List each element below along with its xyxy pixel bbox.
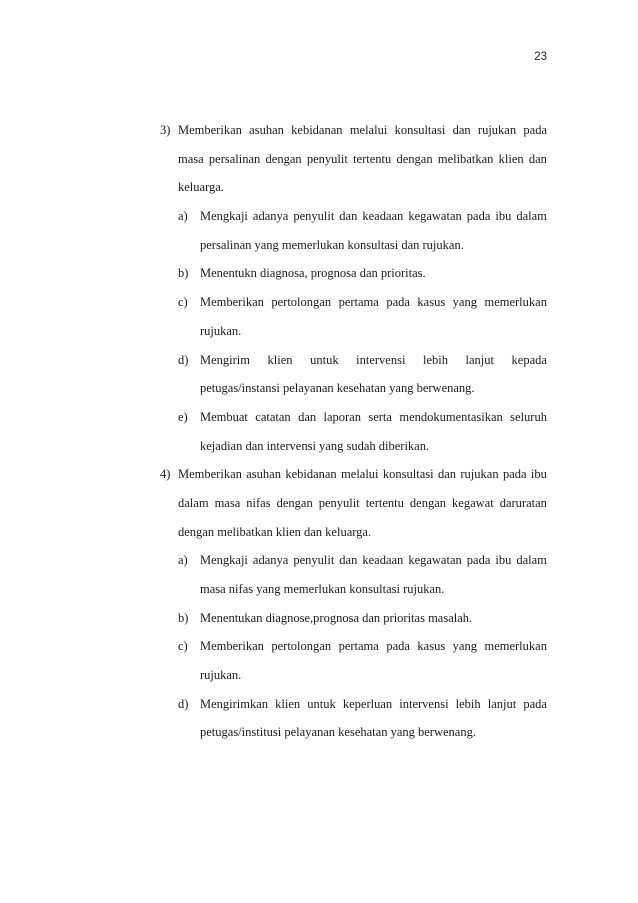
list-item-marker: b) [178, 266, 189, 281]
section-text: Memberikan asuhan kebidanan melalui konsultasi dan rujukan pada [178, 123, 547, 137]
list-item-text: Menentukn diagnosa, prognosa dan prioritas. [200, 266, 426, 281]
section-text: keluarga. [178, 180, 224, 195]
list-item-text: Memberikan pertolongan pertama pada kasus yang memerlukan [200, 639, 547, 654]
list-item-text: Mengirim klien untuk intervensi lebih lanjut kepada [200, 352, 547, 367]
list-item-line [160, 321, 547, 350]
list-item-marker: a) [178, 553, 188, 568]
list-item-text: Mengkaji adanya penyulit dan keadaan kegawatan pada ibu dalam [200, 553, 547, 568]
list-item-text: persalinan yang memerlukan konsultasi dan rujukan. [200, 237, 464, 252]
section-text: masa persalinan dengan penyulit tertentu dengan melibatkan klien dan [178, 151, 547, 166]
list-item-text: Mengirimkan klien untuk keperluan intervensi lebih lanjut pada [200, 696, 547, 711]
list-item-line [160, 579, 547, 608]
list-item-marker: b) [178, 610, 189, 625]
section-line [160, 493, 547, 522]
list-item-line [160, 636, 547, 665]
list-item-line [160, 436, 547, 465]
section-marker: 3) [160, 123, 171, 137]
list-item-text: rujukan. [200, 323, 242, 338]
section-marker: 4) [160, 467, 171, 482]
list-item-line [160, 292, 547, 321]
section-line [160, 149, 547, 178]
list-item-line [160, 665, 547, 694]
list-item-marker: c) [178, 639, 188, 654]
list-item-text: Menentukan diagnose,prognosa dan prioritas masalah. [200, 610, 473, 625]
section-line [160, 120, 547, 149]
list-item-marker: d) [178, 352, 189, 367]
section-line [160, 522, 547, 551]
section-text: dengan melibatkan klien dan keluarga. [178, 524, 372, 539]
list-item-marker: c) [178, 295, 188, 310]
list-item-line [160, 235, 547, 264]
list-item-text: petugas/instansi pelayanan kesehatan yang berwenang. [200, 381, 475, 396]
list-item-line [160, 608, 547, 637]
section-line [160, 177, 547, 206]
page-number: 23 [534, 51, 547, 63]
list-item-marker: d) [178, 696, 189, 711]
list-item-line [160, 263, 547, 292]
list-item-line [160, 206, 547, 235]
list-item-text: petugas/institusi pelayanan kesehatan yang berwenang. [200, 725, 476, 740]
list-item-marker: a) [178, 209, 188, 224]
list-item-text: kejadian dan intervensi yang sudah diberikan. [200, 438, 430, 453]
list-item-text: Mengkaji adanya penyulit dan keadaan kegawatan pada ibu dalam [200, 209, 547, 224]
list-item-line [160, 407, 547, 436]
list-item-text: masa nifas yang memerlukan konsultasi rujukan. [200, 582, 445, 596]
list-item-text: rujukan. [200, 668, 242, 683]
list-item-line [160, 378, 547, 407]
list-item-marker: e) [178, 409, 188, 424]
list-item-text: Memberikan pertolongan pertama pada kasus yang memerlukan [200, 295, 547, 310]
section-text: Memberikan asuhan kebidanan melalui konsultasi dan rujukan pada ibu [178, 467, 547, 482]
document-body [160, 120, 547, 751]
list-item-line [160, 722, 547, 751]
section-line [160, 464, 547, 493]
list-item-line [160, 350, 547, 379]
list-item-text: Membuat catatan dan laporan serta mendokumentasikan seluruh [200, 409, 547, 424]
section-text: dalam masa nifas dengan penyulit tertentu dengan kegawat daruratan [178, 495, 547, 510]
list-item-line [160, 550, 547, 579]
list-item-line [160, 694, 547, 723]
